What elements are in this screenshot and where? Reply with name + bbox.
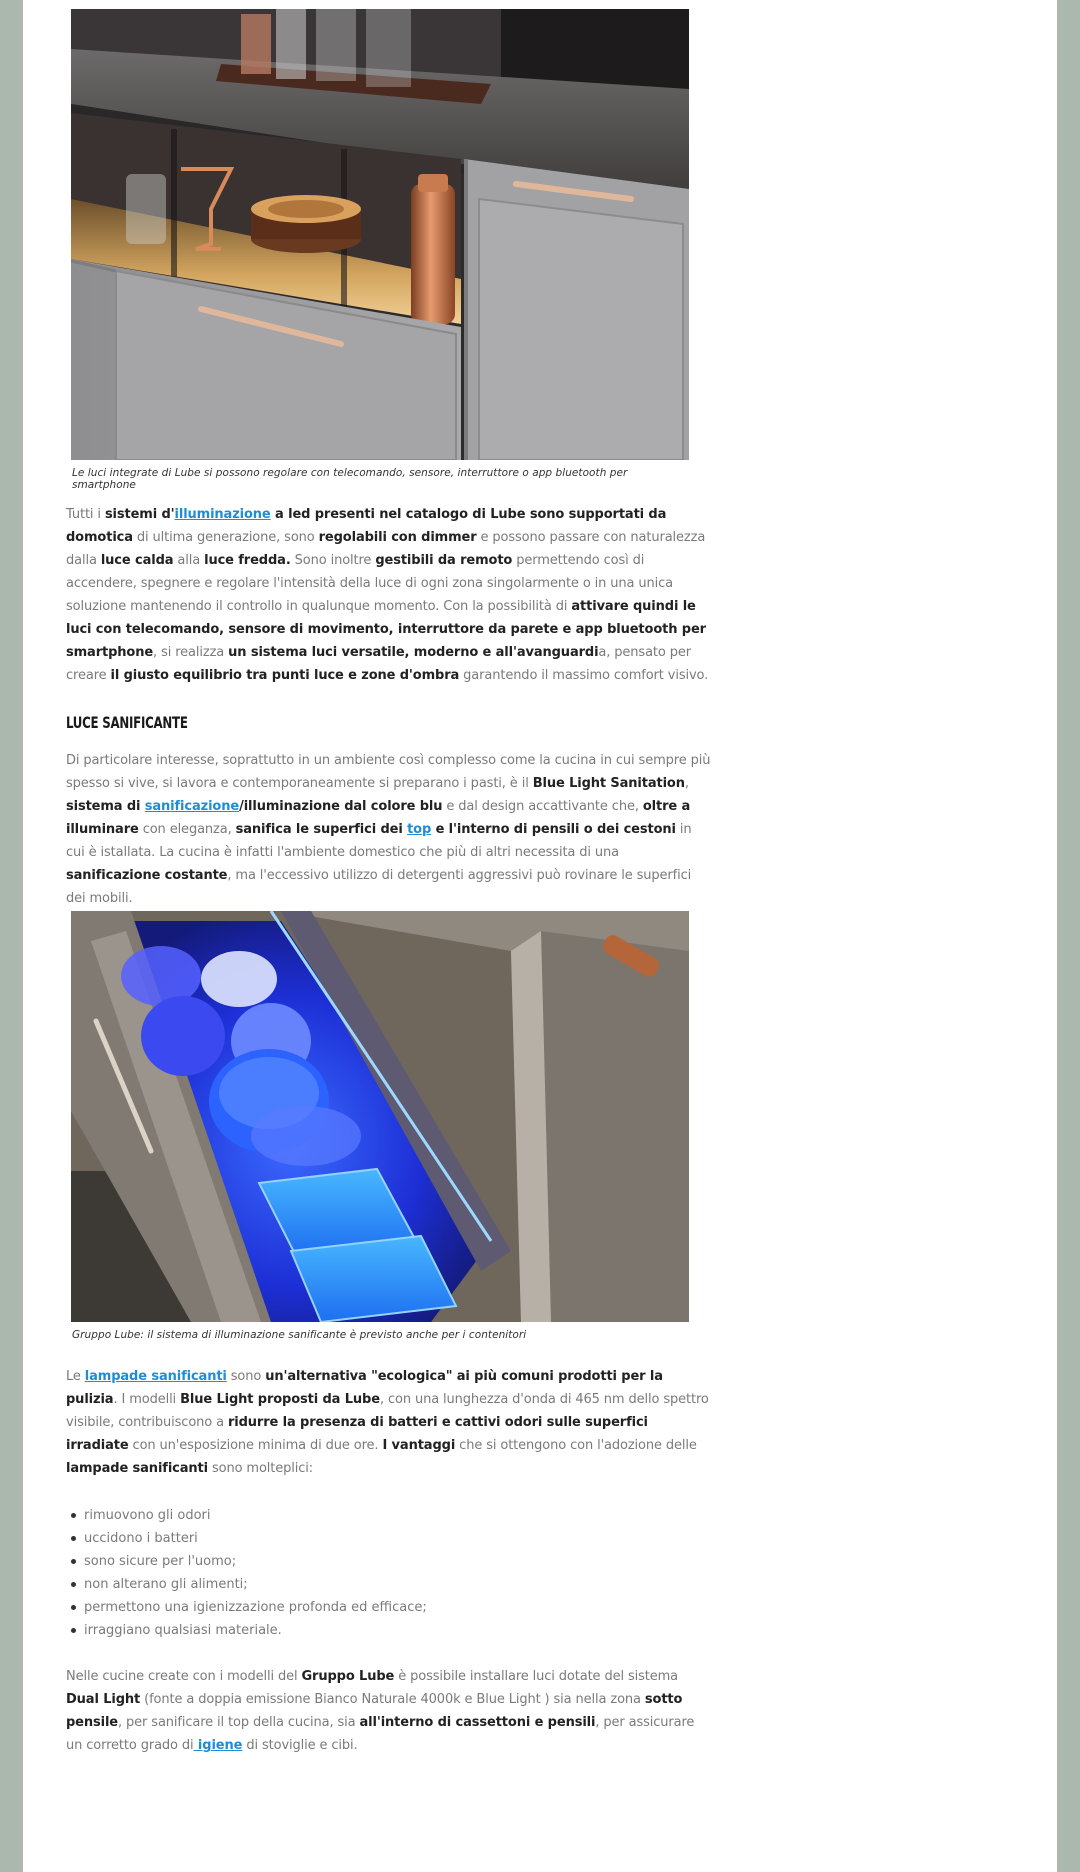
text: ,	[684, 776, 689, 791]
text: che si ottengono con l'adozione delle	[455, 1438, 697, 1453]
strong-text: sanificazione costante	[66, 868, 228, 883]
text: di ultima generazione, sono	[132, 530, 319, 545]
text: , si realizza	[153, 645, 229, 660]
text: sono molteplici:	[207, 1461, 314, 1476]
strong-text: luce fredda.	[204, 553, 291, 568]
strong-text: sanifica le superfici dei	[235, 822, 408, 837]
strong-text: oltre a illuminare	[66, 799, 691, 837]
text: , ma l'eccessivo utilizzo di detergenti aggressivi può rovinare le superfici dei mobili.	[66, 868, 692, 906]
text: , con una lunghezza d'onda di 465 nm dello spettro visibile, contribuiscono a	[66, 1392, 709, 1430]
strong-text: regolabili con dimmer	[318, 530, 477, 545]
paragraph-sanitizing-lamps	[66, 1365, 714, 1480]
strong-text: attivare quindi le luci con telecomando, sensore di movimento, interruttore da parete e app bluetooth per smartphone	[66, 599, 706, 660]
list-item: sono sicure per l'uomo;	[76, 1550, 714, 1573]
strong-text: Blue Light Sanitation	[532, 776, 685, 791]
figure-caption: Gruppo Lube: il sistema di illuminazione sanificante è previsto anche per i contenitori	[72, 1329, 527, 1341]
list-item: rimuovono gli odori	[76, 1504, 714, 1527]
text: Di particolare interesse, soprattutto in un ambiente così complesso come la cucina in cui sempre più spesso si vive, si lavora e contemporaneamente si preparano i pasti, è il	[66, 753, 711, 791]
text: , per assicurare un corretto grado di	[66, 1715, 695, 1753]
strong-text: Gruppo Lube	[301, 1669, 395, 1684]
benefits-list	[66, 1504, 714, 1642]
strong-text: luce calda	[100, 553, 174, 568]
strong-text: sistema di	[66, 799, 145, 814]
strong-text: lampade sanificanti	[66, 1461, 208, 1476]
text: . I modelli	[113, 1392, 181, 1407]
strong-text: I vantaggi	[382, 1438, 456, 1453]
kitchen-lights-image[interactable]	[71, 9, 689, 460]
strong-text: ridurre la presenza di batteri e cattivi odori sulle superfici irradiate	[66, 1415, 648, 1453]
figure-caption: Le luci integrate di Lube si possono regolare con telecomando, sensore, interruttore o app bluetooth per smartphone	[72, 467, 628, 491]
text: sono	[226, 1369, 266, 1384]
list-item: permettono una igienizzazione profonda ed efficace;	[76, 1596, 714, 1619]
strong-text: un'alternativa "ecologica" ai più comuni prodotti per la pulizia	[66, 1369, 663, 1407]
text: alla	[173, 553, 205, 568]
lampade-sanificanti-link[interactable]: lampade sanificanti	[84, 1369, 227, 1384]
section-heading: LUCE SANIFICANTE	[66, 713, 188, 732]
strong-text: all'interno di cassettoni e pensili	[359, 1715, 596, 1730]
text: , per sanificare il top della cucina, sia	[118, 1715, 360, 1730]
igiene-link[interactable]: igiene	[193, 1738, 243, 1753]
figure-blue-light-drawer	[71, 911, 689, 1341]
text: in cui è istallata. La cucina è infatti l'ambiente domestico che più di altri necessita di una	[66, 822, 692, 860]
strong-text: Dual Light	[66, 1692, 141, 1707]
paragraph-sanitizing-light	[66, 749, 714, 910]
strong-text: sistemi d'	[104, 507, 175, 522]
text: Le	[66, 1369, 85, 1384]
strong-text: il giusto equilibrio tra punti luce e zone d'ombra	[110, 668, 460, 683]
sanificazione-link[interactable]: sanificazione	[144, 799, 240, 814]
strong-text: e l'interno di pensili o dei cestoni	[431, 822, 676, 837]
text: Tutti i	[66, 507, 105, 522]
list-item: non alterano gli alimenti;	[76, 1573, 714, 1596]
text: permettendo così di accendere, spegnere e regolare l'intensità della luce di ogni zona singolarmente o in una unica soluzione mantenendo il controllo in qualunque momento. Con la possibilità di	[66, 553, 673, 614]
text: è possibile installare luci dotate del sistema	[394, 1669, 679, 1684]
paragraph-lighting-systems	[66, 503, 714, 687]
illuminazione-link[interactable]: illuminazione	[174, 507, 271, 522]
strong-text: sotto pensile	[66, 1692, 683, 1730]
text: a, pensato per creare	[66, 645, 691, 683]
strong-text: gestibili da remoto	[375, 553, 513, 568]
top-link[interactable]: top	[407, 822, 432, 837]
paragraph-dual-light	[66, 1665, 714, 1757]
list-item: irraggiano qualsiasi materiale.	[76, 1619, 714, 1642]
figure-kitchen-lights	[71, 9, 689, 491]
strong-text: /illuminazione dal colore blu	[239, 799, 443, 814]
text: Nelle cucine create con i modelli del	[66, 1669, 302, 1684]
strong-text: un sistema luci versatile, moderno e all'avanguardi	[228, 645, 599, 660]
text: e dal design accattivante che,	[442, 799, 643, 814]
text: con eleganza,	[138, 822, 236, 837]
text: (fonte a doppia emissione Bianco Naturale 4000k e Blue Light ) sia nella zona	[140, 1692, 645, 1707]
text: garantendo il massimo comfort visivo.	[459, 668, 709, 683]
text: con un'esposizione minima di due ore.	[128, 1438, 383, 1453]
strong-text: Blue Light proposti da Lube	[180, 1392, 380, 1407]
list-item: uccidono i batteri	[76, 1527, 714, 1550]
page	[23, 0, 1057, 1872]
text: di stoviglie e cibi.	[242, 1738, 358, 1753]
text: Sono inoltre	[290, 553, 376, 568]
text: e possono passare con naturalezza dalla	[66, 530, 706, 568]
strong-text: a led presenti nel catalogo di Lube sono supportati da domotica	[66, 507, 667, 545]
blue-light-drawer-image[interactable]	[71, 911, 689, 1322]
